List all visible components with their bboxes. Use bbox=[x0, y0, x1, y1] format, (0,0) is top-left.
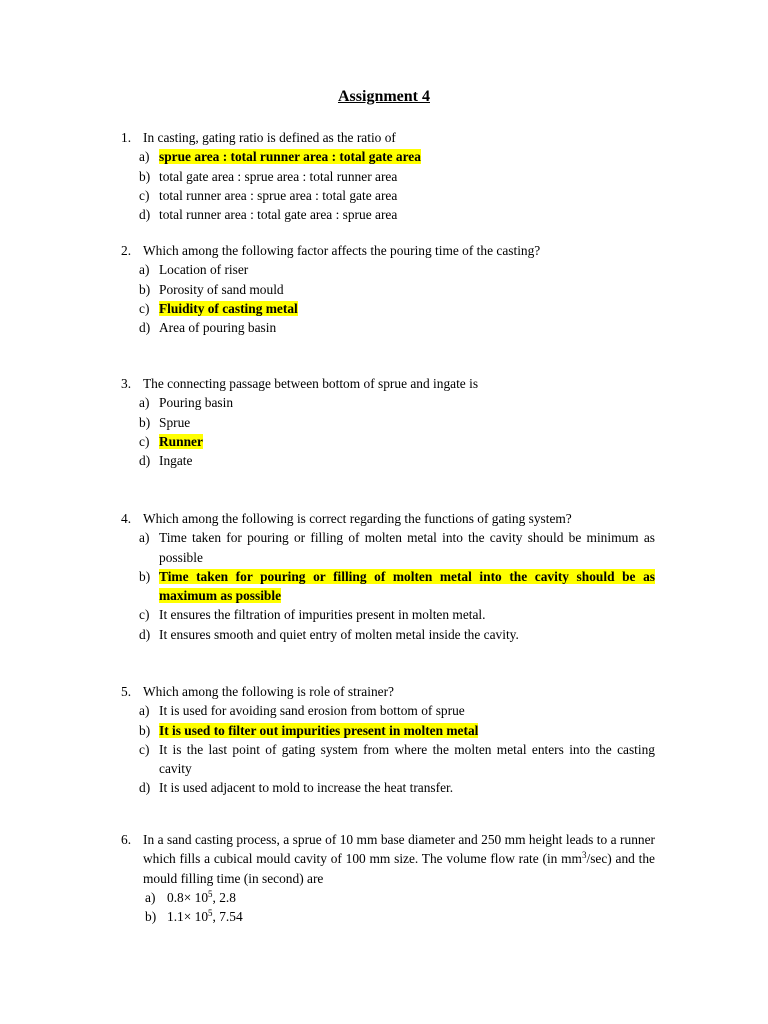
correct-answer-highlight: Runner bbox=[159, 433, 203, 449]
question-stem: Which among the following is role of strainer? bbox=[143, 684, 395, 699]
question-3 bbox=[121, 374, 661, 470]
question-number: 3. bbox=[121, 376, 132, 391]
question-5 bbox=[121, 682, 661, 798]
option-c: c) It ensures the filtration of impurities present in molten metal. bbox=[139, 607, 486, 623]
question-stem: In casting, gating ratio is defined as the ratio of bbox=[143, 130, 396, 145]
option-a: a) Location of riser bbox=[139, 262, 249, 278]
question-stem: The connecting passage between bottom of sprue and ingate is bbox=[143, 376, 479, 391]
question-number: 4. bbox=[121, 511, 132, 526]
option-c: c) It is the last point of gating system from where the molten metal enters into the casting cavity bbox=[139, 741, 655, 777]
correct-answer-highlight: sprue area : total runner area : total gate area bbox=[159, 149, 421, 165]
option-b: b) $1.1\times 10^5$, 7.54 bbox=[145, 908, 243, 925]
question-6 bbox=[121, 830, 661, 926]
option-b: b) Porosity of sand mould bbox=[139, 281, 284, 297]
question-stem: In a sand casting process, a sprue of 10 mm base diameter and 250 mm height leads to a runner which fills a cubical mould cavity of 100 mm size. The volume flow rate (in $mm^3/\sec$) and the mould filling time (in second) are bbox=[143, 832, 655, 886]
page-title: Assignment 4 bbox=[337, 88, 430, 105]
question-1 bbox=[121, 128, 661, 224]
correct-answer-highlight: Time taken for pouring or filling of molten metal into the cavity should be as maximum as possible bbox=[159, 568, 655, 604]
question-stem: Which among the following factor affects the pouring time of the casting? bbox=[143, 243, 541, 258]
option-b: b) Sprue bbox=[139, 414, 191, 430]
option-d: d) It is used adjacent to mold to increase the heat transfer. bbox=[139, 780, 454, 796]
option-c: c) Runner bbox=[139, 433, 203, 449]
option-b: b) total gate area : sprue area : total runner area bbox=[139, 168, 398, 184]
option-d: d) Ingate bbox=[139, 453, 193, 469]
option-c: c) total runner area : sprue area : total gate area bbox=[139, 187, 398, 203]
option-d: d) Area of pouring basin bbox=[139, 320, 277, 336]
option-d: d) total runner area : total gate area : sprue area bbox=[139, 207, 398, 223]
option-d: d) It ensures smooth and quiet entry of molten metal inside the cavity. bbox=[139, 626, 519, 642]
option-a: a) sprue area : total runner area : total gate area bbox=[139, 149, 421, 165]
option-a: a) It is used for avoiding sand erosion from bottom of sprue bbox=[139, 703, 465, 719]
option-b: b) It is used to filter out impurities present in molten metal bbox=[139, 722, 479, 738]
question-number: 6. bbox=[121, 832, 132, 847]
option-a: a) Time taken for pouring or filling of molten metal into the cavity should be minimum as possible bbox=[139, 530, 655, 565]
correct-answer-highlight: It is used to filter out impurities present in molten metal bbox=[159, 722, 479, 738]
option-c: c) Fluidity of casting metal bbox=[139, 300, 298, 316]
question-number: 5. bbox=[121, 684, 132, 699]
question-number: 2. bbox=[121, 243, 132, 258]
question-stem: Which among the following is correct regarding the functions of gating system? bbox=[143, 511, 572, 526]
question-2 bbox=[121, 241, 661, 337]
correct-answer-highlight: Fluidity of casting metal bbox=[159, 300, 298, 316]
option-b: b) Time taken for pouring or filling of molten metal into the cavity should be as maximum as possible bbox=[139, 568, 655, 604]
question-number: 1. bbox=[121, 130, 132, 145]
option-a: a) $0.8\times 10^5$, 2.8 bbox=[145, 888, 236, 905]
option-a: a) Pouring basin bbox=[139, 395, 234, 411]
question-4 bbox=[121, 509, 661, 644]
